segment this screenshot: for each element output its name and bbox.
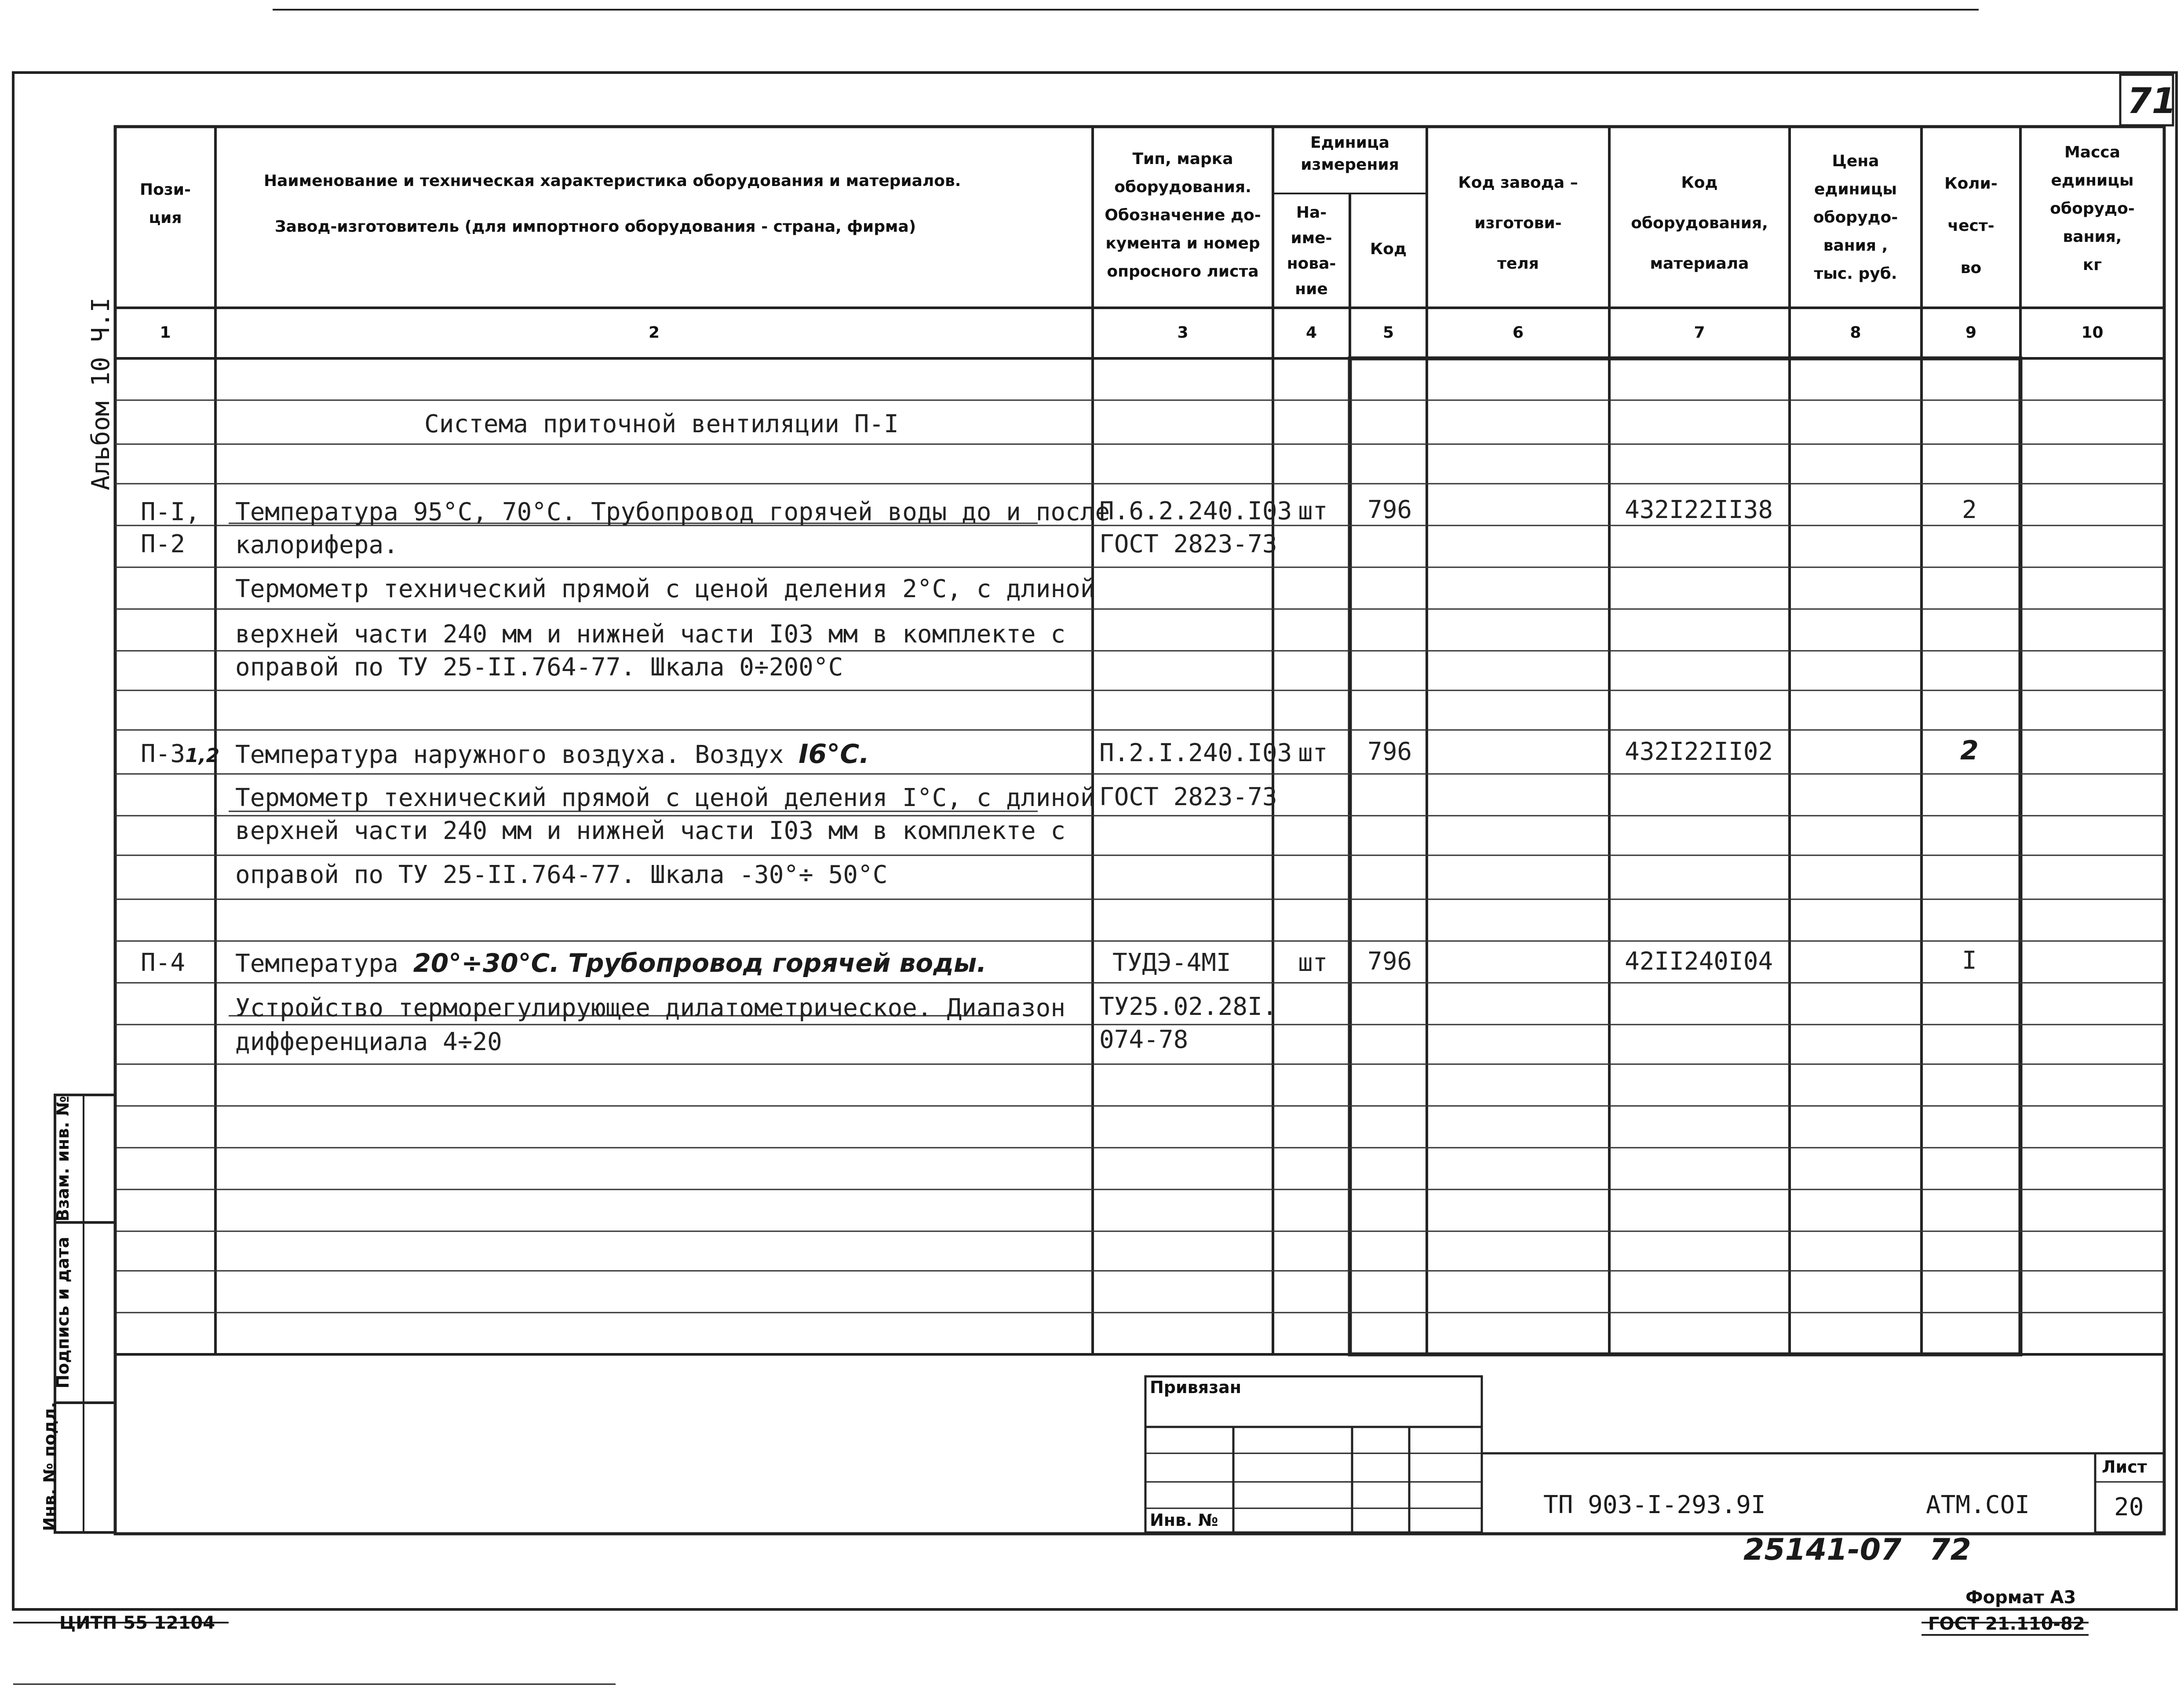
row3-type-doc-2: 074-78: [1099, 1025, 1189, 1054]
album-label: Альбом 10 Ч.I: [87, 297, 115, 490]
row1-equipment-code: 432I22II38: [1625, 496, 1773, 524]
column-number: 5: [1382, 324, 1394, 342]
row2-desc-line3: верхней части 240 мм и нижней части I03 мм в комплекте с: [235, 817, 1066, 845]
row3-equipment-code: 42II240I04: [1625, 947, 1773, 976]
row3-desc-line1: [235, 948, 986, 979]
column-number: 2: [648, 324, 660, 342]
row1-position: П-I,: [141, 498, 200, 526]
document-code: ТП 903-I-293.9I: [1543, 1491, 1766, 1519]
row3-type: ТУДЭ-4МI: [1112, 948, 1231, 977]
row1-type-doc: ГОСТ 2823-73: [1099, 530, 1277, 558]
row3-unit: шт: [1298, 948, 1328, 977]
row3-unit-code: 796: [1367, 947, 1412, 976]
row2-equipment-code: 432I22II02: [1625, 737, 1773, 766]
row2-desc-text: Температура наружного воздуха. Воздух: [235, 741, 799, 769]
header-factory-code: Код завода – изготови- теля: [1458, 174, 1578, 273]
document-mark: АТМ.COI: [1926, 1491, 2030, 1519]
header-unit-group: Единица измерения: [1301, 134, 1399, 174]
handwritten-registry-main: 25141-07: [1743, 1532, 1902, 1567]
row2-position-sub: 1,2: [185, 744, 220, 767]
header-price: Цена единицы оборудо- вания , тыс. руб.: [1813, 152, 1898, 283]
row2-type: П.2.I.240.I03: [1099, 739, 1292, 767]
row1-unit-code: 796: [1367, 496, 1412, 524]
row1-desc-line1: Температура 95°С, 70°С. Трубопровод горячей воды до и после: [235, 498, 1110, 526]
handwritten-registry-suffix: 72: [1929, 1532, 1971, 1567]
sheet-number: 20: [2114, 1493, 2144, 1521]
handwritten-registry-number: [1743, 1532, 1971, 1568]
row2-unit: шт: [1298, 739, 1328, 767]
row2-desc-line1: [235, 739, 869, 770]
column-number: 7: [1694, 324, 1705, 342]
row1-desc-line5: оправой по ТУ 25-II.764-77. Шкала 0÷200°С: [235, 653, 843, 682]
row2-position: [141, 739, 219, 771]
row3-desc-line3: дифференциала 4÷20: [235, 1028, 502, 1056]
header-equipment-code: Код оборудования, материала: [1631, 174, 1768, 273]
row2-desc-handwritten: I6°C.: [798, 739, 870, 770]
row2-unit-code: 796: [1367, 737, 1412, 766]
gost-label: ГОСТ 21.110-82: [1928, 1614, 2085, 1634]
format-label: Формат А3: [1965, 1587, 2076, 1608]
row3-desc-line2: Устройство терморегулирующее дилатометрическое. Диапазон: [235, 994, 1066, 1022]
row3-position: П-4: [141, 948, 186, 977]
header-position: Пози- ция: [140, 181, 191, 227]
column-number: 4: [1305, 324, 1317, 342]
sheet-label: Лист: [2102, 1457, 2147, 1477]
row3-type-doc: ТУ25.02.28I.: [1099, 992, 1277, 1021]
side-stamp-original-inv: Инв. № подл.: [40, 1401, 59, 1531]
header-unit-code: Код: [1370, 240, 1407, 258]
row1-desc-line3: Термометр технический прямой с ценой деления 2°С, с длиной: [235, 575, 1095, 603]
row3-quantity: I: [1962, 946, 1977, 975]
column-number: 9: [1965, 324, 1977, 342]
title-block-privyazan: Привязан: [1150, 1378, 1242, 1397]
system-title: Система приточной вентиляции П-I: [424, 410, 899, 438]
header-type: Тип, марка оборудования. Обозначение до- кумента и номер опросного листа: [1105, 150, 1261, 281]
column-number: 3: [1177, 324, 1189, 342]
row2-desc-line4: оправой по ТУ 25-II.764-77. Шкала -30°÷ 50°С: [235, 861, 888, 889]
header-mass: Масса единицы оборудо- вания, кг: [2050, 143, 2135, 274]
citp-label: ЦИТП 55 12104: [59, 1613, 215, 1633]
row2-quantity: 2: [1960, 735, 1979, 766]
side-stamp-replace-inv: Взам. инв. №: [53, 1096, 73, 1222]
row2-desc-line2: Термометр технический прямой с ценой деления I°С, с длиной: [235, 784, 1095, 812]
column-number: 6: [1512, 324, 1524, 342]
header-unit-name: На- име- нова- ние: [1287, 204, 1336, 298]
row3-desc-text: Температура: [235, 949, 413, 978]
row3-desc-handwritten: 20°÷30°C. Трубопровод горячей воды.: [413, 948, 987, 978]
title-block-inv-no: Инв. №: [1150, 1510, 1218, 1530]
row1-type: П.6.2.240.I03: [1099, 497, 1292, 525]
header-name: Наименование и техническая характеристика оборудования и материалов. Завод-изготовитель (для импортного оборудования - страна, фирма): [264, 172, 961, 236]
row1-unit: шт: [1298, 497, 1328, 525]
column-number: 1: [160, 324, 171, 342]
column-number: 8: [1850, 324, 1861, 342]
column-number: 10: [2081, 324, 2104, 342]
row1-quantity: 2: [1962, 496, 1977, 524]
row2-position-main: П-3: [141, 740, 186, 768]
row2-type-doc: ГОСТ 2823-73: [1099, 783, 1277, 811]
side-stamp-signature-date: Подпись и дата: [53, 1237, 73, 1389]
row1-desc-line2: калорифера.: [235, 531, 398, 559]
corner-sheet-number: 71: [2127, 80, 2177, 121]
row1-position-2: П-2: [141, 530, 186, 558]
row1-desc-line4: верхней части 240 мм и нижней части I03 мм в комплекте с: [235, 620, 1066, 649]
header-quantity: Коли- чест- во: [1944, 175, 1998, 277]
